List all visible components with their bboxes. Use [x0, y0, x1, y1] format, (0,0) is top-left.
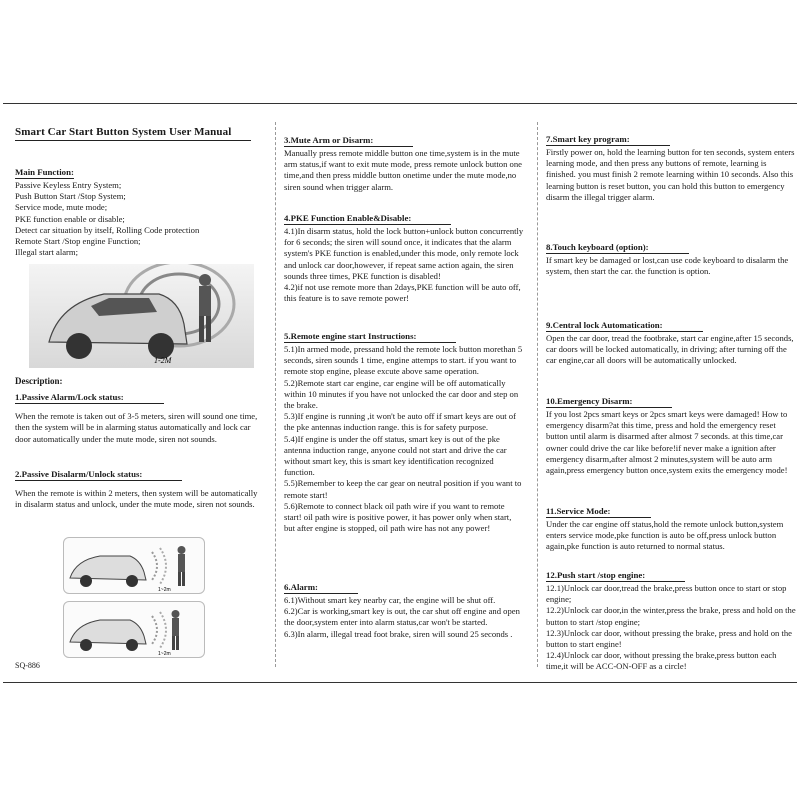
section-9-heading: 9.Central lock Automatication: — [546, 320, 703, 332]
section-10-heading: 10.Emergency Disarm: — [546, 396, 672, 408]
signal-wave-icon — [152, 552, 157, 580]
fold-line-2 — [537, 122, 538, 667]
person-leg — [178, 572, 181, 586]
section-3-text: Manually press remote middle button one time,system is in the mute arm status,if want to exit mute mode, press remote unlock button one time,and then press middle button onetime under the mute mode,no siren sound when trigger alarm. — [284, 148, 522, 192]
distance-label: 1~2m — [158, 587, 171, 593]
section-6-heading: 6.Alarm: — [284, 582, 358, 594]
main-function-line: Push Button Start /Stop System; — [15, 191, 126, 202]
person-head — [178, 546, 186, 554]
description-section — [15, 376, 263, 445]
car-illustration — [29, 264, 254, 368]
distance-label: 1~2m — [158, 651, 171, 657]
section-11-heading: 11.Service Mode: — [546, 506, 651, 518]
section-12-text: 12.1)Unlock car door,tread the brake,press button once to start or stop engine; 12.2)Unlock car door,in the winter,press the brake, press and hold on the button to start /stop engine; 12.3)Unlock car door, without pressing the brake, press and hold on the button to start engine! 12.4)Unlock car door, without pressing the brake,press button each time,it will be ACC-ON-OFF as a circle! — [546, 583, 796, 672]
section-9 — [546, 315, 796, 367]
car-wheel — [126, 639, 138, 651]
section-12 — [546, 565, 796, 673]
section-12-heading: 12.Push start /stop engine: — [546, 570, 685, 582]
section-8-heading: 8.Touch keyboard (option): — [546, 242, 689, 254]
unlock-illustration — [63, 537, 205, 594]
section-1-text: When the remote is taken out of 3-5 meters, siren will sound one time, then the system will be in alarming status automatically and lock car door automatically under the mute mode, siren not sounds. — [15, 411, 258, 444]
car-wheel — [80, 575, 92, 587]
car-wheel — [66, 333, 92, 359]
section-6 — [284, 577, 524, 640]
section-6-text: 6.1)Without smart key nearby car, the engine will be shut off. 6.2)Car is working,smart key is out, the car shut off engine and open the door,system enter into alarm status,car won't be started. 6.3)In alarm, illegal tread foot brake, siren will sound 25 seconds . — [284, 595, 520, 639]
section-7-heading: 7.Smart key program: — [546, 134, 670, 146]
main-function-line: Passive Keyless Entry System; — [15, 180, 122, 190]
person-leg — [176, 636, 179, 650]
car-wheel — [126, 575, 138, 587]
section-5 — [284, 326, 524, 534]
manual-sheet — [3, 103, 797, 683]
manual-title: Smart Car Start Button System User Manual — [15, 126, 251, 141]
main-function-line: Detect car situation by itself, Rolling Code protection — [15, 224, 200, 235]
person-leg — [182, 572, 185, 586]
person-leg — [199, 316, 204, 342]
section-7-text: Firstly power on, hold the learning button for ten seconds, system enters learning mode, and then press any buttons of remote, learning is finished. you must finish 2 remote learning within 10 seconds. Also this learning button is reset button, you can hold this button to emergency disarm the illegal trigger alarm. — [546, 147, 795, 202]
section-2-text: When the remote is within 2 meters, then system will be automatically in disalarm status and unlock, under the mute mode, siren not sounds. — [15, 488, 258, 510]
person-figure — [178, 554, 185, 572]
signal-wave-icon — [160, 612, 166, 648]
section-11 — [546, 501, 796, 553]
section-10 — [546, 391, 796, 476]
car-keyless-photo — [29, 264, 254, 368]
section-4 — [284, 208, 524, 304]
person-leg — [172, 636, 175, 650]
section-11-text: Under the car engine off status,hold the remote unlock button,system enters service mode,pke function is auto be off,press unlock button again,pke function is auto returned to normal status. — [546, 519, 784, 552]
section-10-text: If you lost 2pcs smart keys or 2pcs smart keys were damaged! How to emergency disarm?at this time, press and hold the emergency reset button until alarm is disarmed after almost 7 seconds. at this time,car owner could drive the car like before!if never make a ignition after emergency disarm,after almost 2 minutes,system will be auto arm again,press emergency button once,system exits the emergency mode! — [546, 409, 788, 476]
section-3 — [284, 130, 524, 193]
photo-distance-label: 1-2M — [154, 356, 172, 365]
lock-illustration — [63, 601, 205, 658]
person-figure — [199, 286, 211, 316]
signal-wave-icon — [152, 616, 157, 644]
section-8 — [546, 237, 796, 277]
car-thumb-2 — [64, 602, 204, 657]
main-function-section — [15, 162, 263, 258]
main-function-line: PKE function enable or disable; — [15, 213, 125, 224]
section-5-heading: 5.Remote engine start Instructions: — [284, 331, 456, 343]
person-leg — [206, 316, 211, 342]
main-function-heading: Main Function: — [15, 167, 74, 177]
section-5-text: 5.1)In armed mode, pressand hold the remote lock button morethan 5 seconds, siren sounds 1 time, engine attemps to start. if you want to remote stop engine, please excute above same operation. 5.2)Remote start car engine, car engine will be off automatically within 10 minutes if you have not unlocked the car door and step on the brake. 5.3)If engine is running ,it won't be auto off if smart keys are out of the pke antennas induction range. this is for safety purpose. 5.4)If engine is under the off status, smart key is out of the pke antenna induction range, anyone could not start and drive the car without smart key, this is smart key identification recognized function. 5.5)Remember to keep the car gear on neutral position if you want to remote start! 5.6)Remote to connect black oil path wire if you want to remote start! oil path wire is positive power, it has power only when start, but after engine is stopped, oil path wire has not any power! — [284, 344, 523, 534]
model-number: SQ-886 — [15, 661, 40, 670]
section-1-heading: 1.Passive Alarm/Lock status: — [15, 392, 164, 404]
car-thumb-1 — [64, 538, 204, 593]
section-4-heading: 4.PKE Function Enable&Disable: — [284, 213, 451, 225]
signal-wave-icon — [160, 548, 166, 584]
person-head — [172, 610, 180, 618]
fold-line-1 — [275, 122, 276, 667]
person-figure — [172, 618, 179, 636]
section-2 — [15, 464, 263, 510]
section-9-text: Open the car door, tread the footbrake, start car engine,after 15 seconds, car doors will be locked automatically, in driving; after turning off the car engine,car all doors will be automatically unlocked. — [546, 333, 794, 366]
section-3-heading: 3.Mute Arm or Disarm: — [284, 135, 413, 147]
section-8-text: If smart key be damaged or lost,can use code keyboard to disalarm the system, then start the car. the function is option. — [546, 255, 789, 277]
section-4-text: 4.1)In disarm status, hold the lock button+unlock button concurrently for 6 seconds; the siren will sound once, it indicates that the alarm system's PKE function is enabled,under this mode, only remote lock and unlock car door,however, if repeat same action again, the siren sounds three times, PKE function is disabled! 4.2)if not use remote more than 2days,PKE function will be auto off, this feature is to save remote power! — [284, 226, 524, 304]
section-2-heading: 2.Passive Disalarm/Unlock status: — [15, 469, 182, 481]
description-heading: Description: — [15, 376, 63, 386]
main-function-line: Remote Start /Stop engine Function; — [15, 236, 141, 247]
main-function-line: Illegal start alarm; — [15, 247, 78, 258]
section-7 — [546, 129, 796, 203]
main-function-line: Service mode, mute mode; — [15, 202, 108, 213]
car-wheel — [80, 639, 92, 651]
person-head — [199, 274, 211, 286]
